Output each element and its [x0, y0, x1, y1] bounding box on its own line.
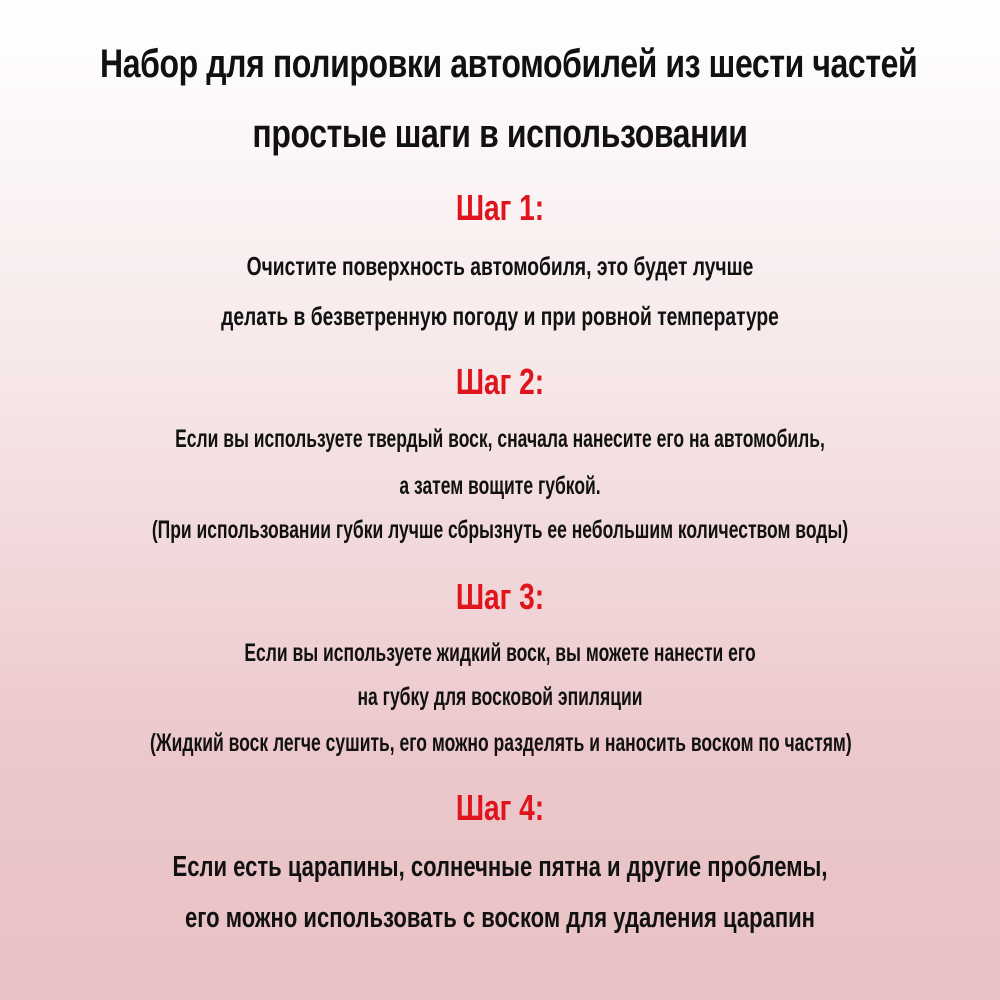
step-3-heading: Шаг 3: [455, 576, 545, 617]
page-subtitle: простые шаги в использовании [252, 112, 748, 156]
step-4-line-1: Если есть царапины, солнечные пятна и другие проблемы, [172, 851, 828, 883]
step-4-heading: Шаг 4: [455, 787, 545, 828]
step-2-line-3: (При использовании губки лучше сбрызнуть ее небольшим количеством воды) [151, 516, 849, 544]
step-2-line-1: Если вы используете твердый воск, сначала нанесите его на автомобиль, [175, 425, 825, 453]
step-1-line-2: делать в безветренную погоду и при ровной температуре [221, 301, 779, 331]
step-3-line-3: (Жидкий воск легче сушить, его можно разделять и наносить воском по частям) [150, 729, 852, 757]
step-2-line-2: а затем вощите губкой. [399, 472, 601, 500]
step-3-line-2: на губку для восковой эпиляции [357, 683, 643, 711]
step-4-line-2: его можно использовать с воском для удаления царапин [184, 902, 815, 934]
page-title: Набор для полировки автомобилей из шести частей [100, 42, 918, 86]
step-1-heading: Шаг 1: [455, 187, 545, 228]
step-2-heading: Шаг 2: [455, 361, 545, 402]
step-1-line-1: Очистите поверхность автомобиля, это будет лучше [246, 251, 754, 281]
step-3-line-1: Если вы используете жидкий воск, вы можете нанести его [244, 639, 756, 667]
